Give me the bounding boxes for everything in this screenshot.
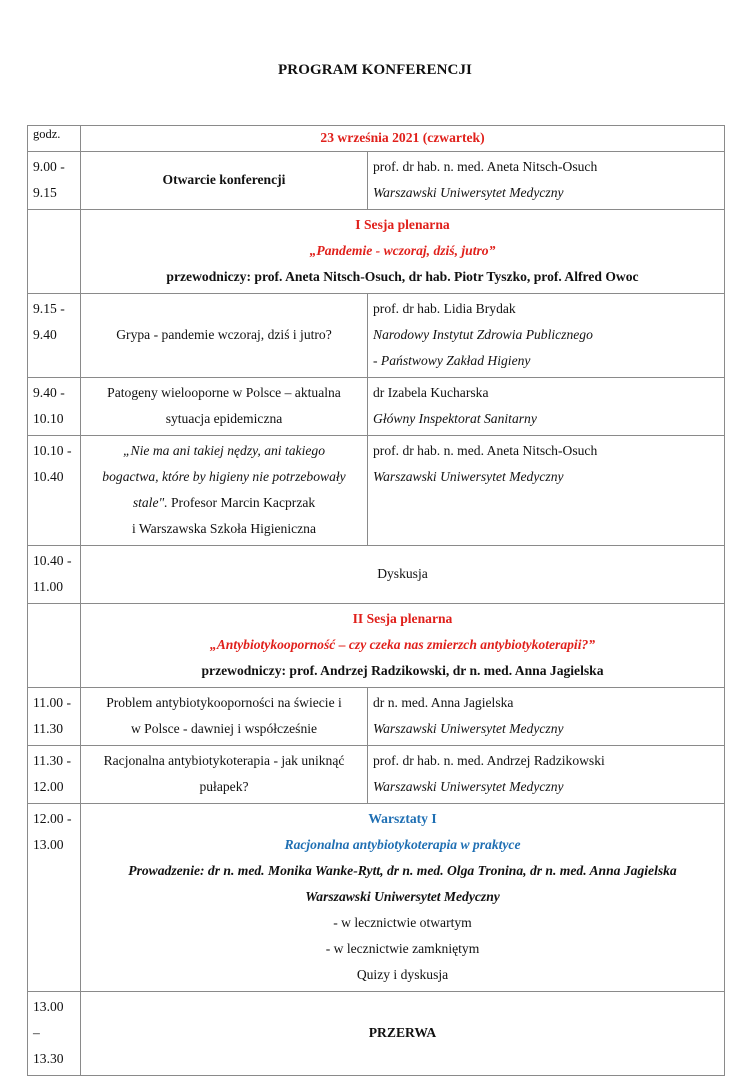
- speaker-affiliation: Główny Inspektorat Sanitarny: [373, 411, 537, 426]
- speaker-cell: [368, 378, 725, 436]
- session-chairs: przewodniczy: prof. Andrzej Radzikowski, dr n. med. Anna Jagielska: [201, 663, 604, 678]
- topic-cell: Problem antybiotykooporności na świecie i w Polsce - dawniej i współcześnie: [81, 688, 368, 746]
- workshop-lead: Prowadzenie: dr n. med. Monika Wanke-Rytt, dr n. med. Olga Tronina, dr n. med. Anna Jagielska: [128, 863, 677, 878]
- topic-cell: Grypa - pandemie wczoraj, dziś i jutro?: [81, 294, 368, 378]
- topic-cell: Patogeny wielooporne w Polsce – aktualna sytuacja epidemiczna: [81, 378, 368, 436]
- speaker-name: dr Izabela Kucharska: [373, 385, 489, 400]
- discussion-cell: Dyskusja: [81, 546, 725, 604]
- speaker-name: dr n. med. Anna Jagielska: [373, 695, 514, 710]
- table-row: [28, 436, 725, 546]
- speaker-affiliation: - Państwowy Zakład Higieny: [373, 353, 531, 368]
- session-header-row: [28, 604, 725, 688]
- time-cell: 9.15 - 9.40: [28, 294, 81, 378]
- session-chairs: przewodniczy: prof. Aneta Nitsch-Osuch, dr hab. Piotr Tyszko, prof. Alfred Owoc: [166, 269, 639, 284]
- speaker-affiliation: Warszawski Uniwersytet Medyczny: [373, 721, 564, 736]
- speaker-name: prof. dr hab. n. med. Aneta Nitsch-Osuch: [373, 159, 598, 174]
- table-row: [28, 746, 725, 804]
- table-row: [28, 688, 725, 746]
- workshop-item: - w lecznictwie otwartym: [333, 915, 472, 930]
- speaker-cell: [368, 746, 725, 804]
- workshop-institution: Warszawski Uniwersytet Medyczny: [305, 889, 500, 904]
- session-title: II Sesja plenarna: [352, 611, 453, 626]
- speaker-affiliation: Warszawski Uniwersytet Medyczny: [373, 469, 564, 484]
- speaker-name: prof. dr hab. n. med. Aneta Nitsch-Osuch: [373, 443, 598, 458]
- table-row: [28, 546, 725, 604]
- topic-cell: „Nie ma ani takiej nędzy, ani takiego bogactwa, które by higieny nie potrzebowały stale". Profesor Marcin Kacprzak i Warszawska Szkoła Higieniczna: [81, 436, 368, 546]
- session-subtitle: „Antybiotykooporność – czy czeka nas zmierzch antybiotykoterapii?”: [209, 637, 596, 652]
- time-cell: [28, 604, 81, 688]
- time-cell: 11.00 - 11.30: [28, 688, 81, 746]
- topic-cell: Racjonalna antybiotykoterapia - jak uniknąć pułapek?: [81, 746, 368, 804]
- time-cell: 9.00 - 9.15: [28, 152, 81, 210]
- session-header: [81, 604, 725, 688]
- table-row: [28, 152, 725, 210]
- time-cell: [28, 210, 81, 294]
- table-row: [28, 992, 725, 1076]
- session-header: [81, 210, 725, 294]
- topic-cell: Otwarcie konferencji: [81, 152, 368, 210]
- speaker-cell: [368, 294, 725, 378]
- workshop-cell: [81, 804, 725, 992]
- workshop-title: Warsztaty I: [368, 811, 437, 826]
- speaker-affiliation: Narodowy Instytut Zdrowia Publicznego: [373, 327, 593, 342]
- speaker-cell: [368, 436, 725, 546]
- program-table: [27, 125, 725, 1076]
- workshop-subtitle: Racjonalna antybiotykoterapia w praktyce: [284, 837, 521, 852]
- workshop-item: - w lecznictwie zamkniętym: [325, 941, 480, 956]
- speaker-affiliation: Warszawski Uniwersytet Medyczny: [373, 779, 564, 794]
- time-cell: 11.30 - 12.00: [28, 746, 81, 804]
- session-title: I Sesja plenarna: [355, 217, 450, 232]
- session-subtitle: „Pandemie - wczoraj, dziś, jutro”: [309, 243, 496, 258]
- speaker-name: prof. dr hab. Lidia Brydak: [373, 301, 516, 316]
- workshop-row: [28, 804, 725, 992]
- date-header: 23 września 2021 (czwartek): [81, 126, 725, 152]
- speaker-affiliation: Warszawski Uniwersytet Medyczny: [373, 185, 564, 200]
- table-row: [28, 294, 725, 378]
- page-title: PROGRAM KONFERENCJI: [278, 62, 472, 78]
- speaker-cell: [368, 152, 725, 210]
- session-header-row: [28, 210, 725, 294]
- time-cell: 10.10 - 10.40: [28, 436, 81, 546]
- break-cell: PRZERWA: [81, 992, 725, 1076]
- time-column-header: godz.: [28, 126, 81, 152]
- speaker-name: prof. dr hab. n. med. Andrzej Radzikowski: [373, 753, 605, 768]
- time-cell: 13.00 – 13.30: [28, 992, 81, 1076]
- time-cell: 10.40 - 11.00: [28, 546, 81, 604]
- time-cell: 9.40 - 10.10: [28, 378, 81, 436]
- time-cell: 12.00 - 13.00: [28, 804, 81, 992]
- speaker-cell: [368, 688, 725, 746]
- workshop-item: Quizy i dyskusja: [356, 967, 449, 982]
- table-header-row: [28, 126, 725, 152]
- table-row: [28, 378, 725, 436]
